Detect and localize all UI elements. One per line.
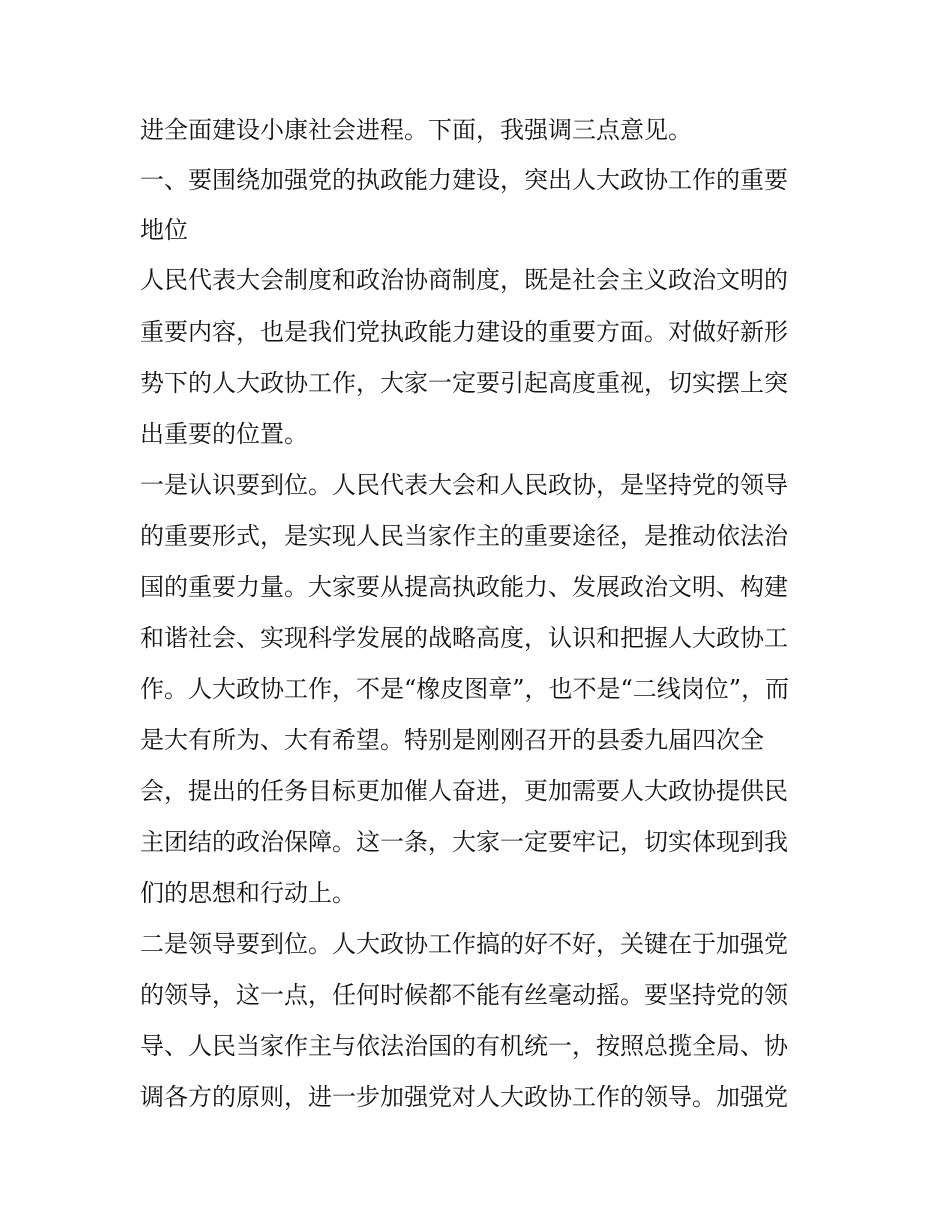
text-line: 和谐社会、实现科学发展的战略高度，认识和把握人大政协工 [140, 624, 788, 652]
text-line: 势下的人大政协工作，大家一定要引起高度重视，切实摆上突 [140, 369, 788, 397]
section-heading: 一、要围绕加强党的执政能力建设，突出人大政协工作的重要 [140, 166, 788, 194]
section-heading: 地位 [140, 216, 188, 244]
text-line: 重要内容，也是我们党执政能力建设的重要方面。对做好新形 [140, 318, 788, 346]
text-line: 二是领导要到位。人大政协工作搞的好不好，关键在于加强党 [140, 930, 788, 958]
text-line: 出重要的位置。 [140, 420, 308, 448]
text-line: 会，提出的任务目标更加催人奋进，更加需要人大政协提供民 [140, 777, 788, 805]
text-line: 们的思想和行动上。 [140, 879, 356, 907]
text-line: 主团结的政治保障。这一条，大家一定要牢记，切实体现到我 [140, 828, 788, 856]
text-line: 人民代表大会制度和政治协商制度，既是社会主义政治文明的 [140, 266, 788, 294]
text-line: 的领导，这一点，任何时候都不能有丝毫动摇。要坚持党的领 [140, 981, 788, 1009]
text-line: 作。人大政协工作，不是“橡皮图章”，也不是“二线岗位”，而 [140, 675, 790, 703]
text-line: 的重要形式，是实现人民当家作主的重要途径，是推动依法治 [140, 522, 788, 550]
text-line: 一是认识要到位。人民代表大会和人民政协，是坚持党的领导 [140, 471, 788, 499]
text-line: 调各方的原则，进一步加强党对人大政协工作的领导。加强党 [140, 1083, 788, 1111]
text-line: 是大有所为、大有希望。特别是刚刚召开的县委九届四次全 [140, 726, 764, 754]
text-line: 国的重要力量。大家要从提高执政能力、发展政治文明、构建 [140, 573, 788, 601]
text-line: 导、人民当家作主与依法治国的有机统一，按照总揽全局、协 [140, 1032, 788, 1060]
text-line: 进全面建设小康社会进程。下面，我强调三点意见。 [140, 116, 692, 144]
